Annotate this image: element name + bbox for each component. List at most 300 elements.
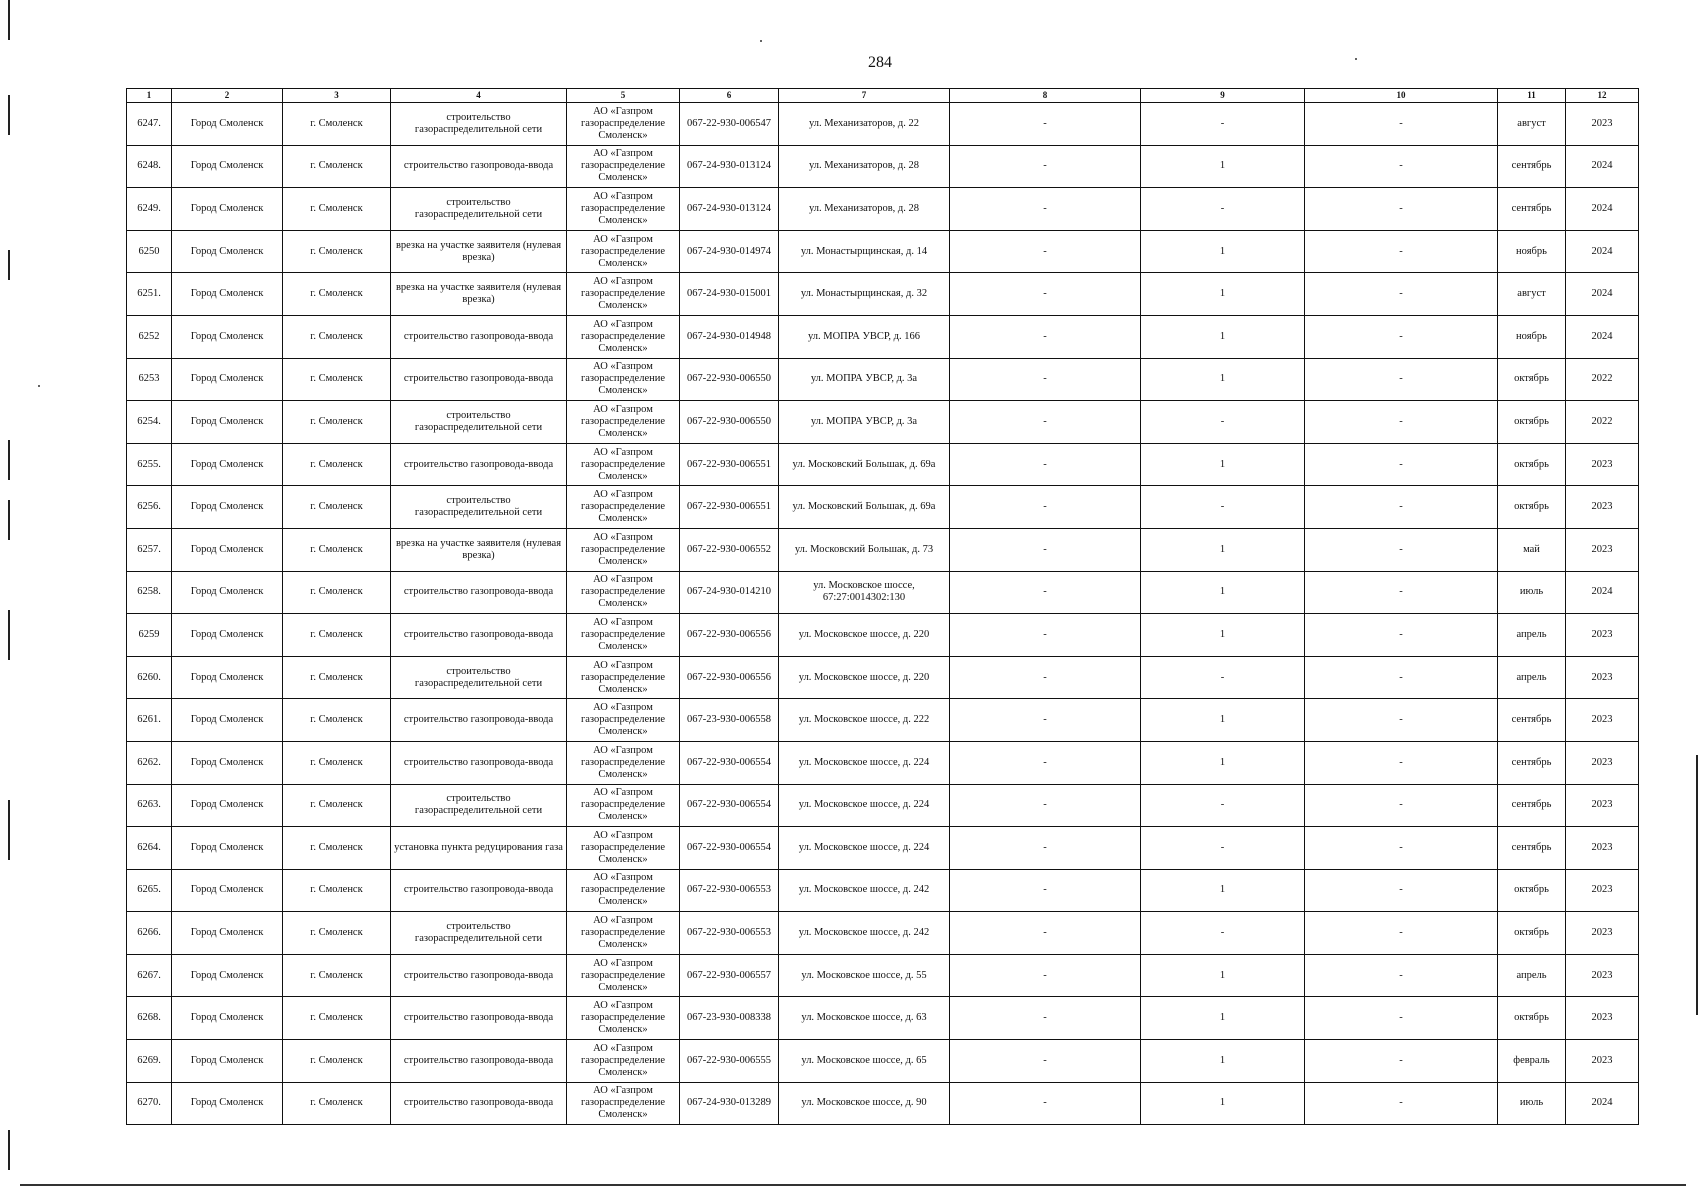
column-8-cell: - <box>950 401 1141 444</box>
row-number: 6258. <box>127 571 172 614</box>
column-8-cell: - <box>950 827 1141 870</box>
organization-cell: АО «Газпром газораспределение Смоленск» <box>567 571 680 614</box>
row-number: 6250 <box>127 230 172 273</box>
column-header: 11 <box>1498 89 1566 103</box>
municipality-cell: Город Смоленск <box>172 230 283 273</box>
work-type-cell: строительство газораспределительной сети <box>391 188 567 231</box>
application-number-cell: 067-24-930-013124 <box>680 188 779 231</box>
row-number: 6259 <box>127 614 172 657</box>
month-cell: апрель <box>1498 954 1566 997</box>
table-row <box>127 315 1639 358</box>
municipality-cell: Город Смоленск <box>172 1082 283 1125</box>
column-8-cell: - <box>950 528 1141 571</box>
settlement-cell: г. Смоленск <box>283 869 391 912</box>
column-10-cell: - <box>1305 443 1498 486</box>
column-8-cell: - <box>950 954 1141 997</box>
organization-cell: АО «Газпром газораспределение Смоленск» <box>567 528 680 571</box>
column-10-cell: - <box>1305 741 1498 784</box>
month-cell: август <box>1498 273 1566 316</box>
column-10-cell: - <box>1305 145 1498 188</box>
year-cell: 2024 <box>1566 571 1639 614</box>
column-10-cell: - <box>1305 784 1498 827</box>
column-9-cell: - <box>1141 912 1305 955</box>
work-type-cell: строительство газораспределительной сети <box>391 912 567 955</box>
organization-cell: АО «Газпром газораспределение Смоленск» <box>567 273 680 316</box>
settlement-cell: г. Смоленск <box>283 103 391 146</box>
application-number-cell: 067-24-930-014210 <box>680 571 779 614</box>
row-number: 6249. <box>127 188 172 231</box>
municipality-cell: Город Смоленск <box>172 486 283 529</box>
address-cell: ул. Московское шоссе, д. 55 <box>779 954 950 997</box>
application-number-cell: 067-22-930-006556 <box>680 614 779 657</box>
column-8-cell: - <box>950 188 1141 231</box>
row-number: 6267. <box>127 954 172 997</box>
settlement-cell: г. Смоленск <box>283 188 391 231</box>
column-10-cell: - <box>1305 486 1498 529</box>
table-row <box>127 912 1639 955</box>
address-cell: ул. Монастырщинская, д. 32 <box>779 273 950 316</box>
month-cell: июль <box>1498 1082 1566 1125</box>
column-8-cell: - <box>950 1082 1141 1125</box>
year-cell: 2023 <box>1566 997 1639 1040</box>
address-cell: ул. МОПРА УВСР, д. 3а <box>779 401 950 444</box>
organization-cell: АО «Газпром газораспределение Смоленск» <box>567 401 680 444</box>
column-10-cell: - <box>1305 997 1498 1040</box>
column-8-cell: - <box>950 486 1141 529</box>
application-number-cell: 067-22-930-006555 <box>680 1040 779 1083</box>
scan-dot <box>1355 58 1357 60</box>
organization-cell: АО «Газпром газораспределение Смоленск» <box>567 912 680 955</box>
table-row <box>127 145 1639 188</box>
column-10-cell: - <box>1305 827 1498 870</box>
work-type-cell: врезка на участке заявителя (нулевая врезка) <box>391 230 567 273</box>
scan-edge-left <box>8 250 10 280</box>
work-type-cell: строительство газораспределительной сети <box>391 656 567 699</box>
address-cell: ул. Московское шоссе, 67:27:0014302:130 <box>779 571 950 614</box>
settlement-cell: г. Смоленск <box>283 571 391 614</box>
column-header: 9 <box>1141 89 1305 103</box>
municipality-cell: Город Смоленск <box>172 912 283 955</box>
work-type-cell: строительство газопровода-ввода <box>391 954 567 997</box>
table-row <box>127 571 1639 614</box>
column-10-cell: - <box>1305 315 1498 358</box>
row-number: 6264. <box>127 827 172 870</box>
table-row <box>127 784 1639 827</box>
work-type-cell: врезка на участке заявителя (нулевая врезка) <box>391 273 567 316</box>
settlement-cell: г. Смоленск <box>283 315 391 358</box>
address-cell: ул. Московское шоссе, д. 63 <box>779 997 950 1040</box>
column-10-cell: - <box>1305 273 1498 316</box>
table-row <box>127 401 1639 444</box>
address-cell: ул. Московское шоссе, д. 242 <box>779 869 950 912</box>
address-cell: ул. Московское шоссе, д. 220 <box>779 656 950 699</box>
column-header: 12 <box>1566 89 1639 103</box>
column-9-cell: 1 <box>1141 528 1305 571</box>
column-9-cell: 1 <box>1141 741 1305 784</box>
scan-edge-left <box>8 800 10 860</box>
address-cell: ул. Московское шоссе, д. 224 <box>779 827 950 870</box>
organization-cell: АО «Газпром газораспределение Смоленск» <box>567 103 680 146</box>
work-type-cell: строительство газопровода-ввода <box>391 145 567 188</box>
month-cell: сентябрь <box>1498 145 1566 188</box>
row-number: 6255. <box>127 443 172 486</box>
column-10-cell: - <box>1305 230 1498 273</box>
column-header: 5 <box>567 89 680 103</box>
work-type-cell: строительство газопровода-ввода <box>391 443 567 486</box>
column-header: 2 <box>172 89 283 103</box>
work-type-cell: строительство газораспределительной сети <box>391 486 567 529</box>
organization-cell: АО «Газпром газораспределение Смоленск» <box>567 486 680 529</box>
row-number: 6270. <box>127 1082 172 1125</box>
table-row <box>127 443 1639 486</box>
settlement-cell: г. Смоленск <box>283 230 391 273</box>
address-cell: ул. Московское шоссе, д. 220 <box>779 614 950 657</box>
row-number: 6248. <box>127 145 172 188</box>
scan-edge-left <box>8 610 10 660</box>
column-9-cell: - <box>1141 827 1305 870</box>
column-10-cell: - <box>1305 954 1498 997</box>
column-8-cell: - <box>950 699 1141 742</box>
column-8-cell: - <box>950 230 1141 273</box>
work-type-cell: врезка на участке заявителя (нулевая врезка) <box>391 528 567 571</box>
municipality-cell: Город Смоленск <box>172 1040 283 1083</box>
organization-cell: АО «Газпром газораспределение Смоленск» <box>567 188 680 231</box>
month-cell: октябрь <box>1498 869 1566 912</box>
table-row <box>127 614 1639 657</box>
municipality-cell: Город Смоленск <box>172 997 283 1040</box>
scan-edge-left <box>8 95 10 135</box>
municipality-cell: Город Смоленск <box>172 741 283 784</box>
settlement-cell: г. Смоленск <box>283 486 391 529</box>
municipality-cell: Город Смоленск <box>172 954 283 997</box>
settlement-cell: г. Смоленск <box>283 954 391 997</box>
application-number-cell: 067-24-930-013124 <box>680 145 779 188</box>
settlement-cell: г. Смоленск <box>283 401 391 444</box>
settlement-cell: г. Смоленск <box>283 912 391 955</box>
organization-cell: АО «Газпром газораспределение Смоленск» <box>567 954 680 997</box>
work-type-cell: строительство газопровода-ввода <box>391 315 567 358</box>
settlement-cell: г. Смоленск <box>283 741 391 784</box>
table-row <box>127 741 1639 784</box>
row-number: 6265. <box>127 869 172 912</box>
column-9-cell: 1 <box>1141 997 1305 1040</box>
column-9-cell: 1 <box>1141 954 1305 997</box>
month-cell: февраль <box>1498 1040 1566 1083</box>
row-number: 6263. <box>127 784 172 827</box>
year-cell: 2023 <box>1566 954 1639 997</box>
column-8-cell: - <box>950 614 1141 657</box>
organization-cell: АО «Газпром газораспределение Смоленск» <box>567 443 680 486</box>
table-row <box>127 103 1639 146</box>
year-cell: 2024 <box>1566 315 1639 358</box>
year-cell: 2023 <box>1566 486 1639 529</box>
scan-edge-right <box>1696 755 1698 1015</box>
address-cell: ул. Механизаторов, д. 28 <box>779 188 950 231</box>
column-9-cell: 1 <box>1141 614 1305 657</box>
organization-cell: АО «Газпром газораспределение Смоленск» <box>567 656 680 699</box>
row-number: 6254. <box>127 401 172 444</box>
row-number: 6252 <box>127 315 172 358</box>
table-row <box>127 1040 1639 1083</box>
table-row <box>127 997 1639 1040</box>
column-8-cell: - <box>950 741 1141 784</box>
settlement-cell: г. Смоленск <box>283 358 391 401</box>
column-10-cell: - <box>1305 528 1498 571</box>
year-cell: 2024 <box>1566 145 1639 188</box>
column-header: 10 <box>1305 89 1498 103</box>
column-header: 8 <box>950 89 1141 103</box>
settlement-cell: г. Смоленск <box>283 1082 391 1125</box>
municipality-cell: Город Смоленск <box>172 784 283 827</box>
column-header: 7 <box>779 89 950 103</box>
work-type-cell: строительство газопровода-ввода <box>391 741 567 784</box>
address-cell: ул. Московское шоссе, д. 90 <box>779 1082 950 1125</box>
month-cell: сентябрь <box>1498 699 1566 742</box>
address-cell: ул. Механизаторов, д. 22 <box>779 103 950 146</box>
table-row <box>127 188 1639 231</box>
municipality-cell: Город Смоленск <box>172 401 283 444</box>
municipality-cell: Город Смоленск <box>172 443 283 486</box>
column-10-cell: - <box>1305 358 1498 401</box>
organization-cell: АО «Газпром газораспределение Смоленск» <box>567 699 680 742</box>
year-cell: 2024 <box>1566 1082 1639 1125</box>
column-8-cell: - <box>950 145 1141 188</box>
application-number-cell: 067-22-930-006553 <box>680 869 779 912</box>
column-9-cell: 1 <box>1141 1040 1305 1083</box>
year-cell: 2023 <box>1566 827 1639 870</box>
scan-edge-left <box>8 1130 10 1170</box>
column-header: 1 <box>127 89 172 103</box>
municipality-cell: Город Смоленск <box>172 656 283 699</box>
address-cell: ул. МОПРА УВСР, д. 3а <box>779 358 950 401</box>
organization-cell: АО «Газпром газораспределение Смоленск» <box>567 145 680 188</box>
municipality-cell: Город Смоленск <box>172 145 283 188</box>
settlement-cell: г. Смоленск <box>283 145 391 188</box>
page-number: 284 <box>868 54 892 71</box>
column-8-cell: - <box>950 869 1141 912</box>
organization-cell: АО «Газпром газораспределение Смоленск» <box>567 741 680 784</box>
month-cell: сентябрь <box>1498 741 1566 784</box>
row-number: 6260. <box>127 656 172 699</box>
settlement-cell: г. Смоленск <box>283 784 391 827</box>
month-cell: сентябрь <box>1498 827 1566 870</box>
application-number-cell: 067-24-930-015001 <box>680 273 779 316</box>
application-number-cell: 067-22-930-006554 <box>680 784 779 827</box>
work-type-cell: строительство газопровода-ввода <box>391 358 567 401</box>
column-10-cell: - <box>1305 1040 1498 1083</box>
address-cell: ул. Московское шоссе, д. 65 <box>779 1040 950 1083</box>
column-9-cell: - <box>1141 401 1305 444</box>
column-9-cell: 1 <box>1141 145 1305 188</box>
table-row <box>127 954 1639 997</box>
application-number-cell: 067-22-930-006552 <box>680 528 779 571</box>
column-8-cell: - <box>950 571 1141 614</box>
scan-edge-left <box>8 440 10 480</box>
month-cell: сентябрь <box>1498 188 1566 231</box>
month-cell: июль <box>1498 571 1566 614</box>
address-cell: ул. МОПРА УВСР, д. 166 <box>779 315 950 358</box>
year-cell: 2023 <box>1566 103 1639 146</box>
month-cell: ноябрь <box>1498 315 1566 358</box>
municipality-cell: Город Смоленск <box>172 827 283 870</box>
work-type-cell: строительство газопровода-ввода <box>391 1082 567 1125</box>
application-number-cell: 067-22-930-006556 <box>680 656 779 699</box>
scan-dot <box>38 385 40 387</box>
month-cell: октябрь <box>1498 486 1566 529</box>
column-9-cell: 1 <box>1141 571 1305 614</box>
column-8-cell: - <box>950 912 1141 955</box>
month-cell: сентябрь <box>1498 784 1566 827</box>
column-header: 3 <box>283 89 391 103</box>
organization-cell: АО «Газпром газораспределение Смоленск» <box>567 1082 680 1125</box>
year-cell: 2023 <box>1566 869 1639 912</box>
municipality-cell: Город Смоленск <box>172 315 283 358</box>
work-type-cell: строительство газораспределительной сети <box>391 401 567 444</box>
year-cell: 2023 <box>1566 443 1639 486</box>
application-number-cell: 067-22-930-006557 <box>680 954 779 997</box>
column-10-cell: - <box>1305 401 1498 444</box>
municipality-cell: Город Смоленск <box>172 571 283 614</box>
row-number: 6268. <box>127 997 172 1040</box>
municipality-cell: Город Смоленск <box>172 273 283 316</box>
column-9-cell: 1 <box>1141 443 1305 486</box>
column-8-cell: - <box>950 997 1141 1040</box>
column-8-cell: - <box>950 315 1141 358</box>
settlement-cell: г. Смоленск <box>283 614 391 657</box>
month-cell: ноябрь <box>1498 230 1566 273</box>
row-number: 6266. <box>127 912 172 955</box>
work-type-cell: строительство газопровода-ввода <box>391 997 567 1040</box>
column-8-cell: - <box>950 358 1141 401</box>
column-9-cell: 1 <box>1141 358 1305 401</box>
column-9-cell: 1 <box>1141 869 1305 912</box>
month-cell: октябрь <box>1498 358 1566 401</box>
column-9-cell: - <box>1141 784 1305 827</box>
month-cell: октябрь <box>1498 912 1566 955</box>
scan-edge-left <box>8 500 10 540</box>
column-10-cell: - <box>1305 869 1498 912</box>
row-number: 6261. <box>127 699 172 742</box>
table-row <box>127 528 1639 571</box>
column-8-cell: - <box>950 784 1141 827</box>
settlement-cell: г. Смоленск <box>283 443 391 486</box>
work-type-cell: строительство газопровода-ввода <box>391 869 567 912</box>
month-cell: апрель <box>1498 656 1566 699</box>
organization-cell: АО «Газпром газораспределение Смоленск» <box>567 1040 680 1083</box>
column-8-cell: - <box>950 273 1141 316</box>
row-number: 6247. <box>127 103 172 146</box>
municipality-cell: Город Смоленск <box>172 358 283 401</box>
organization-cell: АО «Газпром газораспределение Смоленск» <box>567 997 680 1040</box>
address-cell: ул. Механизаторов, д. 28 <box>779 145 950 188</box>
column-9-cell: 1 <box>1141 315 1305 358</box>
organization-cell: АО «Газпром газораспределение Смоленск» <box>567 358 680 401</box>
organization-cell: АО «Газпром газораспределение Смоленск» <box>567 784 680 827</box>
year-cell: 2023 <box>1566 699 1639 742</box>
column-8-cell: - <box>950 103 1141 146</box>
work-type-cell: строительство газораспределительной сети <box>391 103 567 146</box>
row-number: 6251. <box>127 273 172 316</box>
municipality-cell: Город Смоленск <box>172 699 283 742</box>
scan-dot <box>760 40 762 42</box>
year-cell: 2024 <box>1566 230 1639 273</box>
table-row <box>127 358 1639 401</box>
application-number-cell: 067-24-930-014974 <box>680 230 779 273</box>
work-type-cell: строительство газопровода-ввода <box>391 699 567 742</box>
row-number: 6269. <box>127 1040 172 1083</box>
work-type-cell: строительство газораспределительной сети <box>391 784 567 827</box>
work-type-cell: установка пункта редуцирования газа <box>391 827 567 870</box>
column-10-cell: - <box>1305 912 1498 955</box>
data-table <box>126 88 1639 1125</box>
year-cell: 2023 <box>1566 784 1639 827</box>
year-cell: 2023 <box>1566 528 1639 571</box>
year-cell: 2024 <box>1566 273 1639 316</box>
year-cell: 2024 <box>1566 188 1639 231</box>
month-cell: апрель <box>1498 614 1566 657</box>
table-row <box>127 273 1639 316</box>
work-type-cell: строительство газопровода-ввода <box>391 1040 567 1083</box>
month-cell: август <box>1498 103 1566 146</box>
address-cell: ул. Монастырщинская, д. 14 <box>779 230 950 273</box>
settlement-cell: г. Смоленск <box>283 1040 391 1083</box>
organization-cell: АО «Газпром газораспределение Смоленск» <box>567 315 680 358</box>
column-9-cell: 1 <box>1141 230 1305 273</box>
year-cell: 2023 <box>1566 656 1639 699</box>
column-10-cell: - <box>1305 103 1498 146</box>
settlement-cell: г. Смоленск <box>283 273 391 316</box>
application-number-cell: 067-22-930-006547 <box>680 103 779 146</box>
column-9-cell: 1 <box>1141 273 1305 316</box>
column-10-cell: - <box>1305 614 1498 657</box>
month-cell: май <box>1498 528 1566 571</box>
table-row <box>127 656 1639 699</box>
row-number: 6257. <box>127 528 172 571</box>
address-cell: ул. Московский Большак, д. 73 <box>779 528 950 571</box>
column-8-cell: - <box>950 443 1141 486</box>
application-number-cell: 067-22-930-006553 <box>680 912 779 955</box>
address-cell: ул. Московское шоссе, д. 222 <box>779 699 950 742</box>
work-type-cell: строительство газопровода-ввода <box>391 614 567 657</box>
column-10-cell: - <box>1305 1082 1498 1125</box>
settlement-cell: г. Смоленск <box>283 528 391 571</box>
work-type-cell: строительство газопровода-ввода <box>391 571 567 614</box>
scan-edge-left <box>8 0 10 40</box>
bottom-rule <box>20 1184 1686 1186</box>
address-cell: ул. Московское шоссе, д. 242 <box>779 912 950 955</box>
application-number-cell: 067-22-930-006554 <box>680 741 779 784</box>
table-row <box>127 486 1639 529</box>
column-8-cell: - <box>950 1040 1141 1083</box>
address-cell: ул. Московский Большак, д. 69а <box>779 486 950 529</box>
row-number: 6256. <box>127 486 172 529</box>
column-10-cell: - <box>1305 699 1498 742</box>
municipality-cell: Город Смоленск <box>172 188 283 231</box>
application-number-cell: 067-22-930-006550 <box>680 401 779 444</box>
address-cell: ул. Московское шоссе, д. 224 <box>779 784 950 827</box>
application-number-cell: 067-22-930-006554 <box>680 827 779 870</box>
column-9-cell: 1 <box>1141 1082 1305 1125</box>
month-cell: октябрь <box>1498 443 1566 486</box>
application-number-cell: 067-23-930-006558 <box>680 699 779 742</box>
year-cell: 2023 <box>1566 614 1639 657</box>
organization-cell: АО «Газпром газораспределение Смоленск» <box>567 869 680 912</box>
column-9-cell: - <box>1141 656 1305 699</box>
application-number-cell: 067-22-930-006551 <box>680 486 779 529</box>
address-cell: ул. Московское шоссе, д. 224 <box>779 741 950 784</box>
year-cell: 2023 <box>1566 741 1639 784</box>
application-number-cell: 067-23-930-008338 <box>680 997 779 1040</box>
